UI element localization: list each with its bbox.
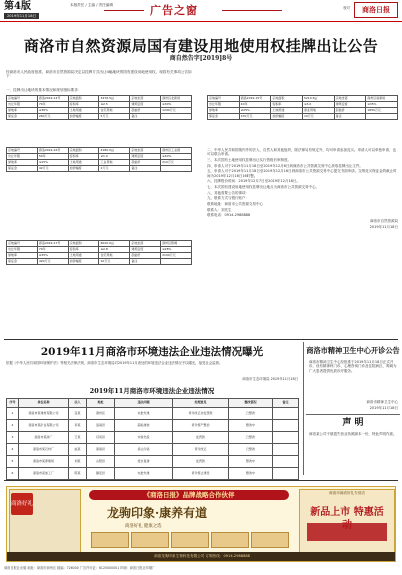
parcel-value-cell: ≤2.5	[99, 102, 130, 108]
parcel-label-cell: 加价幅度	[68, 114, 99, 120]
table-cell: 6	[7, 468, 19, 480]
land-notice-doc-no: 商自然告字[2019]8号	[169, 55, 233, 62]
env-report-sign-org: 商洛市生态环境局	[242, 377, 270, 381]
parcel-value-cell: 70年	[37, 102, 68, 108]
page-footer: 商洛日报社出版 地址：商洛市商州区 邮编：726000 广告许可证：6125000001 印刷：商洛日报社印刷厂	[4, 566, 156, 570]
table-cell	[273, 408, 299, 420]
parcel-row	[7, 166, 192, 172]
table-cell: 责令停产整治	[173, 420, 229, 432]
contact-address: 联系地址：商洛市公共资源交易中心	[207, 202, 263, 207]
banner-rule-left	[104, 10, 144, 11]
advertisement[interactable]	[6, 486, 396, 562]
table-cell	[273, 432, 299, 444]
product-image	[131, 532, 169, 548]
parcel-value-cell: ≥25%	[239, 108, 271, 114]
table-cell	[273, 456, 299, 468]
masthead	[0, 0, 402, 22]
contact-person: 联系人：刘先生	[207, 207, 232, 212]
parcel-value-cell: 商州区南新街	[366, 96, 398, 102]
table-cell: 处罚款	[173, 456, 229, 468]
parcel-label-cell: 加价幅度	[68, 259, 99, 265]
env-column-header: 法人	[69, 399, 87, 408]
parcel-value-cell: 住宅用地	[99, 253, 130, 259]
table-cell	[273, 420, 299, 432]
table-cell	[273, 468, 299, 480]
parcel-label-cell: 保证金	[7, 114, 38, 120]
parcel-label-cell: 出让年限	[208, 102, 240, 108]
newspaper-logo: 商洛日报	[354, 2, 398, 18]
parcel-label-cell: 容积率	[271, 102, 303, 108]
table-row	[7, 420, 299, 432]
parcel-value-cell: ≤3.0	[302, 102, 334, 108]
ad-right-headline: 新品上市 特惠活	[310, 507, 384, 518]
table-cell: 商洛市某加工厂	[19, 468, 69, 480]
parcel-value-cell: 260万元	[37, 114, 68, 120]
env-violation-table	[6, 398, 299, 480]
rule-5: 五、申请人可于2019年11月18日至2019年12月16日到商洛市公共资源交易中心提交书面申请。交纳竞买保证金的截止时间为2019年12月16日16时整。	[207, 169, 397, 178]
parcel-value-cell: 210万元	[161, 160, 192, 166]
masthead-info: 本版责任 / 主编 / 责任编辑	[70, 3, 113, 7]
env-table-title: 2019年11月商洛市环境违法企业违法情况	[89, 387, 215, 395]
parcel-value-cell: 42万元	[37, 166, 68, 172]
parcel-value-cell	[161, 114, 192, 120]
product-image	[91, 532, 129, 548]
banner-rule-right	[222, 10, 282, 11]
parcel-label-cell: 加价幅度	[271, 114, 303, 120]
parcel-label-cell: 绿地率	[7, 160, 38, 166]
parcel-label-cell: 建筑密度	[130, 247, 161, 253]
parcel-value-cell: 4180.0㎡	[99, 148, 130, 154]
rule-8: 八、其他需要公告的事项：	[207, 190, 249, 195]
ad-footer: 商洛龙驹印象生物科技有限公司 订购热线：0914-2988888	[7, 552, 396, 561]
table-cell: 镇安县	[87, 468, 115, 480]
parcel-label-cell: 宗地编号	[208, 96, 240, 102]
parcel-label-cell: 起始价	[130, 108, 161, 114]
parcel-value-cell	[161, 166, 192, 172]
product-image	[171, 532, 209, 548]
table-cell: 未批先建	[115, 408, 173, 420]
parcel-row	[7, 114, 192, 120]
parcel-label-cell: 宗地面积	[68, 96, 99, 102]
table-cell: 5	[7, 456, 19, 468]
land-notice-rules	[207, 148, 398, 230]
table-cell: 商洛市某建材有限公司	[19, 408, 69, 420]
parcel-value-cell: 6020.0㎡	[99, 241, 130, 247]
parcel-row	[208, 114, 398, 120]
parcel-value-cell: ≥40%	[161, 154, 192, 160]
table-row	[7, 444, 299, 456]
parcel-table-3	[6, 147, 192, 172]
parcel-value-cell: 商洛2019-16号	[37, 148, 68, 154]
env-column-header: 序号	[7, 399, 19, 408]
env-column-header: 地址	[87, 399, 115, 408]
table-cell: 整改中	[229, 468, 273, 480]
table-cell: 刘某	[69, 456, 87, 468]
table-cell: 整改中	[229, 420, 273, 432]
parcel-label-cell: 备注	[130, 166, 161, 172]
parcel-value-cell: 住宅用地	[99, 108, 130, 114]
table-cell: 王某	[69, 432, 87, 444]
table-cell: 责令改正	[173, 444, 229, 456]
parcel-label-cell: 土地用途	[68, 253, 99, 259]
parcel-value-cell: 70年	[37, 247, 68, 253]
product-image	[251, 532, 289, 548]
parcel-value-cell: 商州区工业园	[161, 148, 192, 154]
parcel-value-cell: ≤30%	[161, 102, 192, 108]
table-cell: 赵某	[69, 444, 87, 456]
rule-9: 九、联系方式与银行账户：	[207, 196, 249, 201]
table-cell: 责令改正并处罚款	[173, 408, 229, 420]
parcel-label-cell: 建筑密度	[130, 154, 161, 160]
parcel-value-cell: 1290万元	[161, 108, 192, 114]
side-notice-sign-org: 商洛市精神卫生中心	[366, 400, 398, 404]
ad-gift-box-image	[307, 523, 387, 541]
parcel-label-cell: 起始价	[130, 160, 161, 166]
parcel-table-1	[6, 95, 192, 120]
ad-subline: 商洛好礼 健康之选	[125, 524, 162, 529]
parcel-label-cell: 土地用途	[68, 160, 99, 166]
product-image	[211, 532, 249, 548]
table-cell: 丹凤县	[87, 432, 115, 444]
parcel-label-cell: 宗地坐落	[130, 148, 161, 154]
editor-info: 校对	[343, 6, 350, 10]
parcel-value-cell: 工业用地	[99, 160, 130, 166]
table-cell: 3	[7, 432, 19, 444]
declaration-body: 商洛某公司不慎遗失营业执照副本一份，特此声明作废。	[309, 432, 397, 436]
parcel-value-cell: 商业用地	[302, 108, 334, 114]
parcel-label-cell: 出让年限	[7, 154, 38, 160]
env-report-intro: 依据《中华人民共和国环境保护法》等相关法律法规，商洛市生态环境局对2019年11月查处的环境违法企业违法情况予以曝光，接受社会监督。	[6, 361, 223, 365]
env-table-header-row	[7, 399, 299, 408]
ad-slogan: 龙驹印象·康养有道	[107, 506, 208, 520]
section-title: 广告之窗	[150, 4, 198, 17]
table-row	[7, 456, 299, 468]
parcel-label-cell: 容积率	[68, 102, 99, 108]
rule-4: 四、申请人可于2019年11月18日至2019年12月6日到商洛市公共资源交易中心获取挂牌出让文件。	[207, 163, 363, 168]
table-cell: 废水直排	[115, 456, 173, 468]
land-notice-sign-date: 2019年11月18日	[369, 224, 398, 229]
land-notice-section1: 一、挂牌出让地块的基本情况和规划指标要求：	[6, 88, 82, 92]
ad-left-tag: 商洛好礼	[11, 493, 33, 515]
table-cell: 商洛市某矿业有限公司	[19, 420, 69, 432]
table-cell: 张某	[69, 408, 87, 420]
table-cell: 商南县	[87, 444, 115, 456]
table-cell: 陈某	[69, 468, 87, 480]
land-notice-title: 商洛市自然资源局国有建设用地使用权挂牌出让公告	[23, 37, 379, 55]
parcel-label-cell: 建筑密度	[334, 102, 366, 108]
parcel-label-cell: 出让年限	[7, 102, 38, 108]
land-notice-sign-org: 商洛市自然资源局	[370, 219, 398, 224]
parcel-label-cell: 加价幅度	[68, 166, 99, 172]
env-column-header: 处理意见	[173, 399, 229, 408]
parcel-value-cell: 40年	[239, 102, 271, 108]
table-cell: 超标排放	[115, 420, 173, 432]
table-cell: 2	[7, 420, 19, 432]
table-cell: 洛南县	[87, 420, 115, 432]
parcel-label-cell: 宗地坐落	[130, 241, 161, 247]
env-report-sign	[6, 377, 298, 381]
page-number: 第4版	[4, 1, 31, 12]
parcel-value-cell: 3476.5㎡	[99, 96, 130, 102]
parcel-value-cell	[366, 114, 398, 120]
parcel-value-cell: 2万元	[99, 166, 130, 172]
env-column-header: 单位名称	[19, 399, 69, 408]
parcel-label-cell: 宗地编号	[7, 148, 38, 154]
parcel-value-cell: ≥30%	[37, 108, 68, 114]
parcel-label-cell: 绿地率	[7, 108, 38, 114]
parcel-label-cell: 绿地率	[7, 253, 38, 259]
parcel-label-cell: 宗地坐落	[334, 96, 366, 102]
table-cell: 商洛市某石材厂	[19, 444, 69, 456]
env-column-header: 违法问题	[115, 399, 173, 408]
parcel-table-4	[6, 240, 192, 265]
parcel-label-cell: 土地用途	[271, 108, 303, 114]
parcel-label-cell: 宗地面积	[68, 148, 99, 154]
table-cell: 1	[7, 408, 19, 420]
table-cell: 李某	[69, 420, 87, 432]
env-column-header: 备注	[273, 399, 299, 408]
parcel-label-cell: 保证金	[7, 166, 38, 172]
table-cell: 商洛市某砖厂	[19, 432, 69, 444]
env-column-header: 整改情况	[229, 399, 273, 408]
env-report-title: 2019年11月商洛市环境违法企业违法情况曝光	[40, 346, 264, 358]
parcel-value-cell: ≥1.0	[99, 154, 130, 160]
table-cell	[273, 444, 299, 456]
parcel-value-cell: 商洛2019-14号	[37, 96, 68, 102]
parcel-value-cell	[161, 259, 192, 265]
parcel-value-cell: 50年	[37, 154, 68, 160]
side-notice-title: 商洛市精神卫生中心开诊公告	[306, 346, 400, 355]
parcel-label-cell: 容积率	[68, 154, 99, 160]
contact-phone: 联系电话：0914-2988888	[207, 213, 251, 218]
table-cell: 4	[7, 444, 19, 456]
side-notice-body: 商洛市精神卫生中心经批准于2019年11月18日正式开诊，设有精神科门诊、心理咨询门诊及住院病区，竭诚为广大患者提供优质诊疗服务。	[309, 360, 397, 373]
table-row	[7, 408, 299, 420]
parcel-label-cell: 备注	[130, 259, 161, 265]
parcel-label-cell: 备注	[130, 114, 161, 120]
parcel-value-cell: ≤35%	[366, 102, 398, 108]
parcel-value-cell: 商州区北新街	[161, 96, 192, 102]
table-cell: 已整改	[229, 408, 273, 420]
table-cell: 已整改	[229, 432, 273, 444]
parcel-table-2	[207, 95, 398, 120]
rule-6: 六、挂牌报价时间：2019年12月7日至2019年12月18日。	[207, 179, 300, 184]
land-notice-intro: 经商洛市人民政府批准，商洛市自然资源局决定以挂牌方式出让4幅地块的国有建设用地使用权，现将有关事项公告如下：	[6, 70, 192, 79]
parcel-value-cell: 10万元	[99, 259, 130, 265]
parcel-value-cell: 商洛2019-17号	[37, 241, 68, 247]
parcel-label-cell: 宗地面积	[271, 96, 303, 102]
parcel-label-cell: 宗地坐落	[130, 96, 161, 102]
table-cell: 扬尘污染	[115, 444, 173, 456]
declaration-title: 声 明	[342, 418, 364, 428]
column-divider	[303, 342, 304, 475]
parcel-value-cell: 370万元	[239, 114, 271, 120]
table-row	[7, 468, 299, 480]
parcel-label-cell: 建筑密度	[130, 102, 161, 108]
parcel-label-cell: 起始价	[334, 108, 366, 114]
parcel-value-cell: 商洛2019-15号	[239, 96, 271, 102]
parcel-label-cell: 保证金	[7, 259, 38, 265]
parcel-value-cell: 商州区陈塬	[161, 241, 192, 247]
table-cell: 已整改	[229, 444, 273, 456]
table-cell: 商洛市某养殖场	[19, 456, 69, 468]
parcel-row	[7, 259, 192, 265]
rule-3: 三、本次国有土地使用权挂牌出让实行资格后审制度。	[207, 158, 291, 163]
parcel-label-cell: 宗地编号	[7, 96, 38, 102]
table-cell: 山阳县	[87, 456, 115, 468]
parcel-label-cell: 宗地面积	[68, 241, 99, 247]
parcel-value-cell: ≤2.8	[99, 247, 130, 253]
issue-date: 2019年11月18日	[4, 13, 39, 19]
parcel-label-cell: 容积率	[68, 247, 99, 253]
ad-product-row	[91, 532, 289, 548]
rule-2: 二、中华人民共和国境内外的法人、自然人和其他组织，除法律另有规定外，均可申请参加竞买。申请人可以单独申请，也可以联合申请。	[207, 148, 396, 157]
parcel-label-cell: 起始价	[130, 253, 161, 259]
parcel-label-cell: 宗地编号	[7, 241, 38, 247]
rule-7: 七、本次国有建设用地使用权挂牌出让地点为商洛市公共资源交易中心。	[207, 185, 319, 190]
table-cell: 责令停止建设	[173, 468, 229, 480]
parcel-value-cell: ≥35%	[37, 253, 68, 259]
side-rule	[306, 414, 400, 415]
section-divider	[4, 339, 398, 340]
parcel-label-cell: 备注	[334, 114, 366, 120]
parcel-value-cell: 1850万元	[366, 108, 398, 114]
parcel-value-cell: 420万元	[37, 259, 68, 265]
parcel-value-cell: ≤15%	[37, 160, 68, 166]
table-cell: 未批先建	[115, 468, 173, 480]
parcel-label-cell: 土地用途	[68, 108, 99, 114]
parcel-value-cell: 5210.3㎡	[302, 96, 334, 102]
table-cell: 整改中	[229, 456, 273, 468]
ad-banner: 《商洛日报》品牌战略合作伙伴	[89, 490, 289, 500]
table-cell: 处罚款	[173, 432, 229, 444]
parcel-value-cell: 10万元	[302, 114, 334, 120]
side-notice-sign-date: 2019年11月18日	[369, 406, 398, 410]
table-row	[7, 432, 299, 444]
parcel-value-cell: 5万元	[99, 114, 130, 120]
parcel-value-cell: 2100万元	[161, 253, 192, 259]
table-cell: 商州区	[87, 408, 115, 420]
env-report-sign-date: 2019年11月18日	[270, 377, 298, 381]
ad-divider	[4, 480, 398, 481]
ad-right-title: 商洛市商洛好礼专营店	[329, 491, 365, 495]
parcel-label-cell: 出让年限	[7, 247, 38, 253]
parcel-label-cell: 保证金	[208, 114, 240, 120]
parcel-value-cell: ≤28%	[161, 247, 192, 253]
parcel-label-cell: 绿地率	[208, 108, 240, 114]
table-cell: 未验先投	[115, 432, 173, 444]
